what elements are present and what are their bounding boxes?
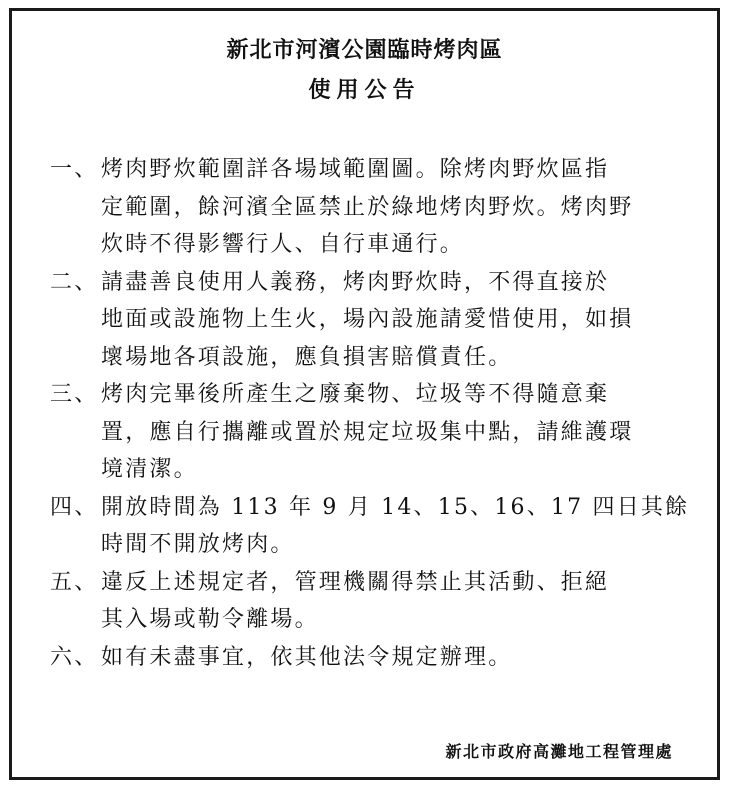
rule-line: 壞場地各項設施，應負損害賠償責任。 [101,344,513,370]
rule-line: 其入場或勒令離場。 [101,607,319,632]
notice-title: 新北市河濱公園臨時烤肉區 [226,37,503,63]
rule-number: 四、 [50,494,99,520]
rule-line: 地面或設施物上生火，場內設施請愛惜使用，如損 [101,307,634,332]
rule-line: 置，應自行攜離或置於規定垃圾集中點，請維護環 [101,419,634,445]
rule-item-5 [50,564,690,639]
rule-text [101,639,690,677]
notice-subtitle: 使用公告 [308,77,421,103]
rule-line: 請盡善良使用人義務，烤肉野炊時，不得直接於 [101,269,610,295]
rule-text [101,564,690,639]
rule-text [101,489,690,564]
rule-item-6 [50,639,690,677]
rule-number: 二、 [50,269,99,295]
rule-line: 定範圍，餘河濱全區禁止於綠地烤肉野炊。烤肉野 [101,194,634,220]
issuing-agency: 新北市政府高灘地工程管理處 [445,742,673,761]
rule-line: 炊時不得影響行人、自行車通行。 [101,232,465,257]
rule-item-3 [50,376,690,489]
rule-item-1 [50,151,690,264]
rule-line: 境清潔。 [101,457,198,482]
rule-item-4 [50,489,690,564]
rule-number: 六、 [50,644,99,670]
rule-line: 烤肉完畢後所產生之廢棄物、垃圾等不得隨意棄 [101,382,610,407]
rule-text [101,264,690,377]
rule-number: 一、 [50,157,99,182]
rule-item-2 [50,264,690,377]
rule-line: 開放時間為 113 年 9 月 14、15、16、17 四日其餘 [101,494,690,520]
rule-line: 違反上述規定者，管理機關得禁止其活動、拒絕 [101,569,610,595]
rule-line: 如有未盡事宜，依其他法令規定辦理。 [101,644,513,670]
rule-text [101,151,690,264]
rule-number: 五、 [50,569,99,595]
rule-line: 時間不開放烤肉。 [101,532,295,557]
rule-text [101,376,690,489]
rules-list [50,151,690,676]
rule-line: 烤肉野炊範圍詳各場域範圍圖。除烤肉野炊區指 [101,157,610,182]
notice-frame [9,8,720,780]
rule-number: 三、 [50,382,99,407]
